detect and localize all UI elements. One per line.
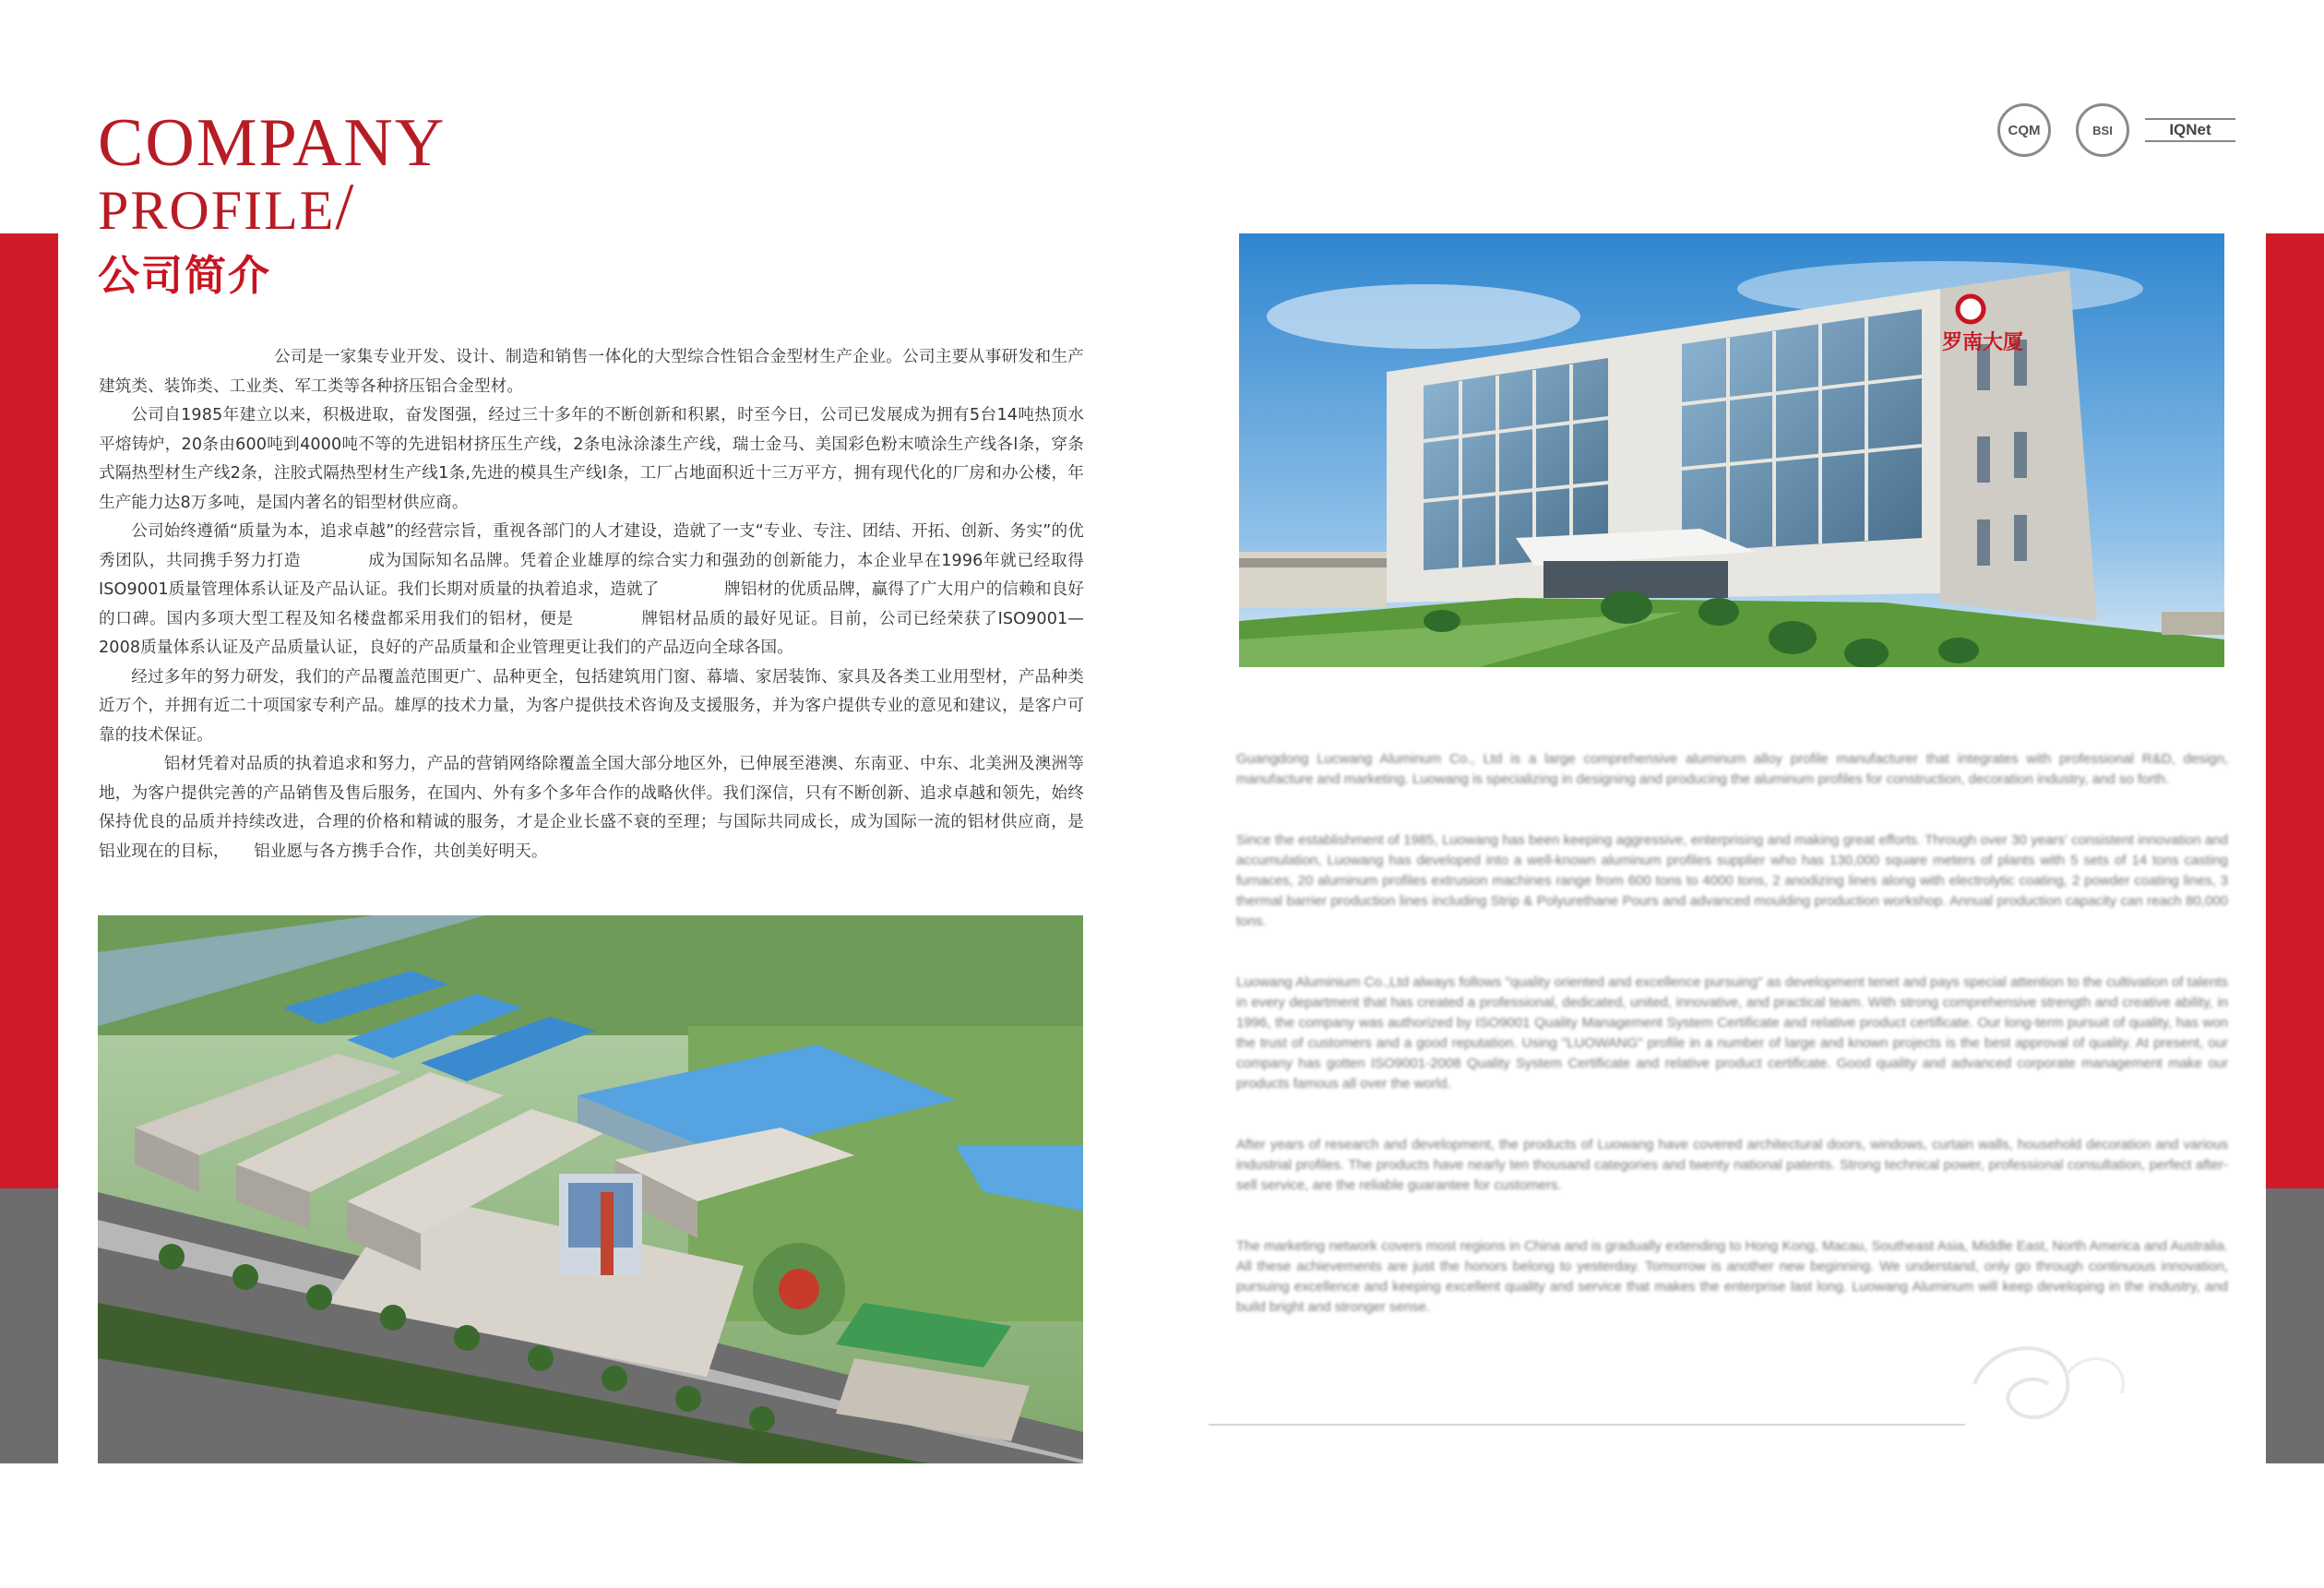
- bsi-logo: [2076, 103, 2129, 157]
- cqm-logo: [1997, 103, 2051, 157]
- title-line-profile: [98, 170, 356, 244]
- cn-paragraph: 公司始终遵循“质量为本，追求卓越”的经营宗旨，重视各部门的人才建设，造就了一支“专业、专注、团结、开拓、创新、务实”的优秀团队，共同携手努力打造 成为国际知名品牌。凭着企业雄厚的综合实力和强劲的创新能力，本企业早在1996年就已经取得ISO9001质量管理体系认证及产品认证。我们长期对质量的执着追求，造就了 牌铝材的优质品牌，赢得了广大用户的信赖和良好的口碑。国内多项大型工程及知名楼盘都采用我们的铝材，便是 牌铝材品质的最好见证。目前，公司已经荣获了ISO9001—2008质量体系认证及产品质量认证，良好的产品质量和企业管理更让我们的产品迈向全球各国。: [99, 522, 1084, 657]
- bsi-logo-text: BSI: [2092, 123, 2113, 137]
- decorative-swirl: [1956, 1329, 2140, 1467]
- title-profile-text: PROFILE: [98, 180, 336, 241]
- office-building-photo: [1239, 233, 2224, 667]
- cn-paragraph: 公司自1985年建立以来，积极进取，奋发图强，经过三十多年的不断创新和积累，时至今日，公司已发展成为拥有5台14吨热顶水平熔铸炉，20条由600吨到4000吨不等的先进铝材挤压生产线，2条电泳涂漆生产线，瑞士金马、美国彩色粉末喷涂生产线各l条，穿条式隔热型材生产线2条，注胶式隔热型材生产线1条,先进的模具生产线l条，工厂占地面积近十三万平方，拥有现代化的厂房和办公楼，年生产能力达8万多吨，是国内著名的铝型材供应商。: [99, 406, 1084, 512]
- certification-logos: [1997, 101, 2237, 159]
- building-sign-text: 罗南大厦: [1942, 331, 2024, 354]
- en-paragraph: Luowang Aluminium Co.,Ltd always follows "quality oriented and excellence pursuing" as development tenet and pays special attention to the cultivation of talents in every department that has created a professional, dedicated, united, innovative, and practical team. With strong comprehensive strength and creative ability, in 1996, the company was authorized by ISO9001 Quality Management System Certificate and relative product certificate. Our long-term pursuit of quality, has won the trust of customers and a good reputation. Using "LUOWANG" profile in a number of large and known projects is the best approval of quality. At present, our company has gotten ISO9001-2008 Quality System Certificate and relative product certificate. Good quality and advanced corporate management make our products famous all over the world.: [1236, 974, 2228, 1092]
- en-paragraph: Guangdong Lucwang Aluminum Co., Ltd is a large comprehensive aluminum alloy profile manufacturer that integrates with professional R&D, design, manufacture and marketing. Luowang is specializing in designing and producing the aluminum profiles for construction, decoration industry, and so forth.: [1236, 751, 2228, 787]
- left-red-bar: [0, 233, 58, 1188]
- en-body-text: [1236, 749, 2228, 1358]
- en-paragraph: The marketing network covers most regions in China and is gradually extending to Hong Kong, Macau, Southeast Asia, Middle East, North America and Australia. All these achievements are just the honors belong to yesterday. Tomorrow is another new beginning. We understand, only go through continuous innovation, pursuing excellence and keeping excellent quality and service that makes the enterprise last long. Luowang Aluminum will keep developing in the industry, and build bright and stronger sense.: [1236, 1238, 2228, 1315]
- iqnet-logo: [2145, 118, 2235, 142]
- left-gray-bar: [0, 1188, 58, 1463]
- iqnet-logo-text: IQNet: [2169, 121, 2211, 138]
- title-chinese: 公司简介: [98, 251, 272, 300]
- factory-aerial-photo: [98, 915, 1083, 1463]
- en-paragraph: After years of research and development, the products of Luowang have covered architectural doors, windows, curtain walls, household decoration and various industrial profiles. The products have nearly ten thousand categories and twenty national patents. Strong technical power, professional consultation, perfect after-sell service, are the reliable guarantee for customers.: [1236, 1137, 2228, 1193]
- en-paragraph: Since the establishment of 1985, Luowang has been keeping aggressive, enterprising and making great efforts. Through over 30 years' consistent innovation and accumulation, Luowang has developed into a well-known aluminum profiles supplier who has 130,000 square meters of plants with 5 sets of 14 tons casting furnaces, 20 aluminum profiles extrusion machines range from 600 tons to 4000 tons, 2 anodizing lines along with electrolytic coating, 2 powder coating lines, 3 thermal barrier production lines including Strip & Polyurethane Pours and advanced moulding production workshop. Annual production capacity can reach 80,000 tons.: [1236, 832, 2228, 929]
- bottom-divider-line: [1209, 1424, 1965, 1426]
- cqm-logo-text: CQM: [2008, 122, 2041, 138]
- cn-paragraph: 经过多年的努力研发，我们的产品覆盖范围更广、品种更全，包括建筑用门窗、幕墙、家居装饰、家具及各类工业用型材，产品种类近万个，并拥有近二十项国家专利产品。雄厚的技术力量，为客户提供技术咨询及支援服务，并为客户提供专业的意见和建议，是客户可靠的技术保证。: [99, 667, 1084, 745]
- right-gray-bar: [2266, 1188, 2324, 1463]
- cn-paragraph: 铝材凭着对品质的执着追求和努力，产品的营销网络除覆盖全国大部分地区外，已伸展至港澳、东南亚、中东、北美洲及澳洲等地，为客户提供完善的产品销售及售后服务，在国内、外有多个多年合作的战略伙伴。我们深信，只有不断创新、追求卓越和领先，始终保持优良的品质并持续改进，合理的价格和精诚的服务，才是企业长盛不衰的至理；与国际共同成长，成为国际一流的铝材供应商，是 铝业现在的目标， 铝业愿与各方携手合作，共创美好明天。: [99, 755, 1117, 861]
- cn-body-text: [99, 343, 1117, 866]
- title-slash: /: [335, 170, 356, 244]
- title-line-company: COMPANY: [98, 105, 447, 181]
- cn-paragraph: 公司是一家集专业开发、设计、制造和销售一体化的大型综合性铝合金型材生产企业。公司主要从事研发和生产建筑类、装饰类、工业类、军工类等各种挤压铝合金型材。: [99, 348, 1084, 396]
- right-red-bar: [2266, 233, 2324, 1188]
